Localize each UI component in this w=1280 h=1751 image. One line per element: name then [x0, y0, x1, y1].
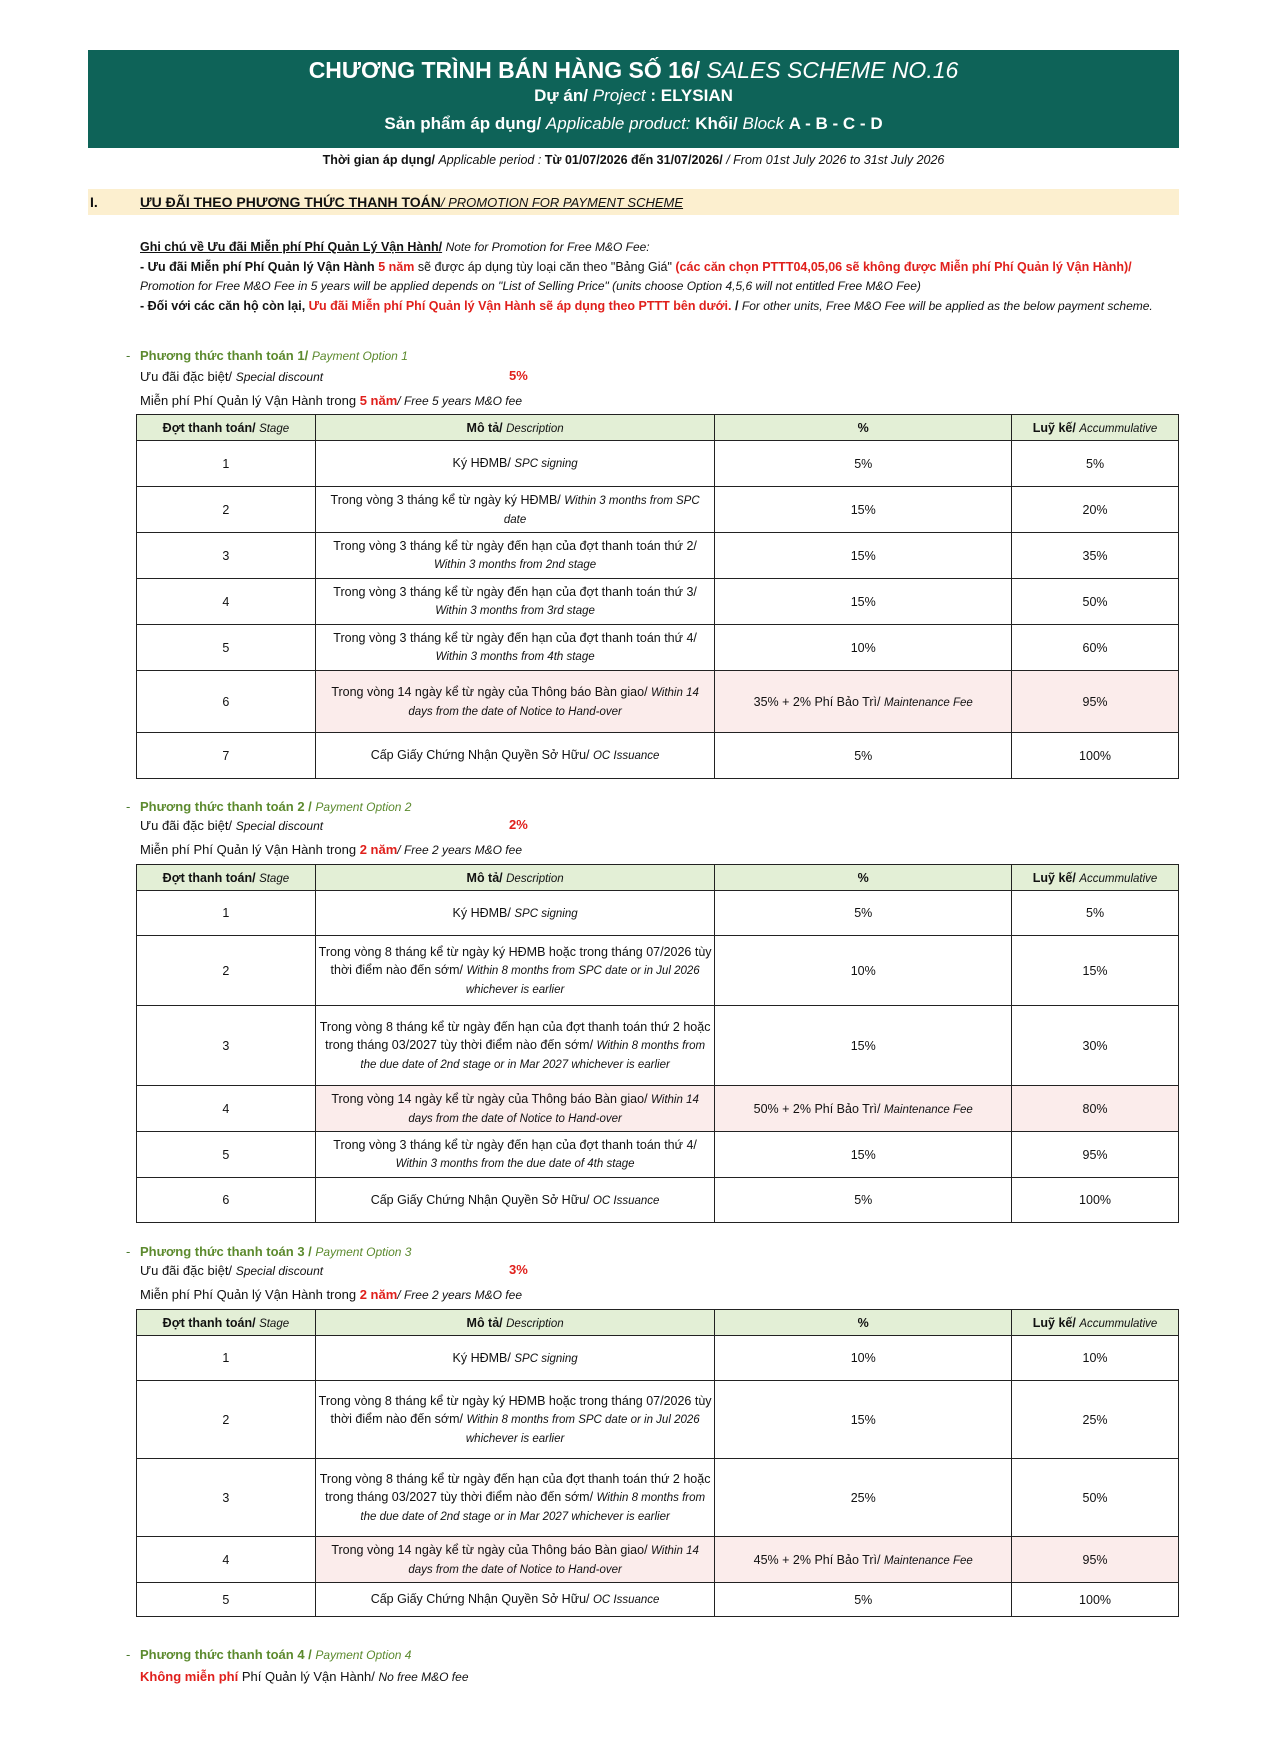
- col-acc-header: Luỹ kế/ Accummulative: [1012, 1310, 1179, 1336]
- special-discount-label: Ưu đãi đặc biệt/ Special discount: [140, 818, 324, 833]
- free-fee-line: Miễn phí Phí Quản lý Vận Hành trong 5 năm/ Free 5 years M&O fee: [140, 393, 522, 408]
- col-desc-header: Mô tả/ Description: [315, 415, 715, 441]
- table-row: 5 Trong vòng 3 tháng kể từ ngày đến hạn của đợt thanh toán thứ 4/ Within 3 months from 4th stage 10% 60%: [137, 625, 1179, 671]
- option-title: Phương thức thanh toán 4 / Payment Option 4: [140, 1647, 412, 1662]
- sales-scheme-page: CHƯƠNG TRÌNH BÁN HÀNG SỐ 16/ SALES SCHEME NO.16 Dự án/ Project : ELYSIAN Sản phẩm áp dụng/ Applicable product: Khối/ Block A - B - C - D Thời gian áp dụng/ Applicable period : Từ 01/07/2026 đến 31/07/2026/ / From 01st July 2026 to 31st July 2026 I. ƯU ĐÃI THEO PHƯƠNG THỨC THANH TOÁN/ PROMOTION FOR PAYMENT SCHEME Ghi chú về Ưu đãi Miễn phí Phí Quản Lý Vận Hành/ Note for Promotion for Free M&O Fee: - Ưu đãi Miễn phí Phí Quản lý Vận Hành 5 năm sẽ được áp dụng tùy loại căn theo "Bảng Giá" (các căn chọn PTTT04,05,06 sẽ không được Miễn phí Phí Quản lý Vận Hành)/ Promotion for Free M&O Fee in 5 years will be applied depends on "List of Selling Price" (units choose Option 4,5,6 will not entitled Free M&O Fee) - Đối với các căn hộ còn lại, Ưu đãi Miễn phí Phí Quản lý Vận Hành sẽ áp dụng theo PTTT bên dưới. / For other units, Free M&O Fee will be applied as the below payment scheme. - Phương thức thanh toán 1/ Payment Option 1 Ưu đãi đặc biệt/ Special discount 5% Miễn phí Phí Quản lý Vận Hành trong 5 năm/ Free 5 years M&O fee Đợt thanh toán/ Stage Mô tả/ Description % Luỹ kế/ Accummulative 1 Ký HĐMB/ SPC signing 5% 5% 2 Trong vòng 3 tháng kể từ ngày ký HĐMB/ Within 3 months from SPC date 15% 20% 3 Trong vòng 3 tháng kể từ ngày đến hạn của đợt thanh toán thứ 2/ Within 3 months from 2nd stage 15% 35% 4 Trong vòng 3 tháng kể từ ngày đến hạn của đợt thanh toán thứ 3/ Within 3 months from 3rd stage 15% 50% 5 Trong vòng 3 tháng kể từ ngày đến hạn của đợt thanh toán thứ 4/ Within 3 months from 4th stage 10% 60% 6 Trong vòng 14 ngày kể từ ngày của Thông báo Bàn giao/ Within 14 days from the date of Notice to Hand-over 35% + 2% Phí Bảo Trì/ Maintenance Fee 95% 7 Cấp Giấy Chứng Nhận Quyền Sở Hữu/ OC Issuance 5% 100% - Phương thức thanh toán 2 / Payment Option 2 Ưu đãi đặc biệt/ Special discount 2% Miễn phí Phí Quản lý Vận Hành trong 2 năm/ Free 2 years M&O fee Đợt thanh toán/ Stage Mô tả/ Description % Luỹ kế/ Accummulative 1 Ký HĐMB/ SPC signing 5% 5% 2 Trong vòng 8 tháng kể từ ngày ký HĐMB hoặc trong tháng 07/2026 tùy thời điểm nào đến sớm/ Within 8 months from SPC date or in Jul 2026 whichever is earlier 10% 15% 3 Trong vòng 8 tháng kể từ ngày đến hạn của đợt thanh toán thứ 2 hoặc trong tháng 03/2027 tùy thời điểm nào đến sớm/ Within 8 months from the due date of 2nd stage or in Mar 2027 whichever is earlier 15% 30% 4 Trong vòng 14 ngày kể từ ngày của Thông báo Bàn giao/ Within 14 days from the date of Notice to Hand-over 50% + 2% Phí Bảo Trì/ Maintenance Fee 80% 5 Trong vòng 3 tháng kể từ ngày đến hạn của đợt thanh toán thứ 4/ Within 3 months from the due date of 4th stage 15% 95% 6 Cấp Giấy Chứng Nhận Quyền Sở Hữu/ OC Issuance 5% 100% - Phương thức thanh toán 3 / Payment Option 3 Ưu đãi đặc biệt/ Special discount 3% Miễn phí Phí Quản lý Vận Hành trong 2 năm/ Free 2 years M&O fee Đợt thanh toán/ Stage Mô tả/ Description % Luỹ kế/ Accummulative 1 Ký HĐMB/ SPC signing 10% 10% 2 Trong vòng 8 tháng kể từ ngày ký HĐMB hoặc trong tháng 07/2026 tùy thời điểm nào đến sớm/ Within 8 months from SPC date or in Jul 2026 whichever is earlier 15% 25% 3 Trong vòng 8 tháng kể từ ngày đến hạn của đợt thanh toán thứ 2 hoặc trong tháng 03/2027 tùy thời điểm nào đến sớm/ Within 8 months from the due date of 2nd stage or in Mar 2027 whichever is earlier 25% 50% 4 Trong vòng 14 ngày kể từ ngày của Thông báo Bàn giao/ Within 14 days from the date of Notice to Hand-over 45% + 2% Phí Bảo Trì/ Maintenance Fee 95% 5 Cấp Giấy Chứng Nhận Quyền Sở Hữu/ OC Issuance 5% 100% - Phương thức thanh toán 4 / Payment Option 4 Không miễn phí Phí Quản lý Vận Hành/ No free M&O fee: [0, 0, 1280, 1751]
- special-discount-label: Ưu đãi đặc biệt/ Special discount: [140, 369, 324, 384]
- notes-heading: Ghi chú về Ưu đãi Miễn phí Phí Quản Lý Vận Hành/ Note for Promotion for Free M&O Fee:: [140, 240, 650, 254]
- no-free-fee-line: Không miễn phí Phí Quản lý Vận Hành/ No free M&O fee: [140, 1669, 469, 1684]
- col-stage-header: Đợt thanh toán/ Stage: [137, 865, 316, 891]
- payment-table-3: [136, 1309, 1179, 1617]
- table-row-handover: 6 Trong vòng 14 ngày kể từ ngày của Thông báo Bàn giao/ Within 14 days from the date of Notice to Hand-over 35% + 2% Phí Bảo Trì/ Maintenance Fee 95%: [137, 671, 1179, 733]
- col-acc-header: Luỹ kế/ Accummulative: [1012, 865, 1179, 891]
- table-row: 5 Trong vòng 3 tháng kể từ ngày đến hạn của đợt thanh toán thứ 4/ Within 3 months from the due date of 4th stage 15% 95%: [137, 1132, 1179, 1178]
- col-desc-header: Mô tả/ Description: [315, 865, 715, 891]
- table-row: 2 Trong vòng 8 tháng kể từ ngày ký HĐMB hoặc trong tháng 07/2026 tùy thời điểm nào đến sớm/ Within 8 months from SPC date or in Jul 2026 whichever is earlier 15% 25%: [137, 1381, 1179, 1459]
- col-pct-header: %: [715, 415, 1012, 441]
- notes-line-1: - Ưu đãi Miễn phí Phí Quản lý Vận Hành 5 năm sẽ được áp dụng tùy loại căn theo "Bảng Giá" (các căn chọn PTTT04,05,06 sẽ không được Miễn phí Phí Quản lý Vận Hành)/ Promotion for Free M&O Fee in 5 years will be applied depends on "List of Selling Price" (units choose Option 4,5,6 will not entitled Free M&O Fee): [140, 259, 1132, 293]
- option-title: Phương thức thanh toán 2 / Payment Option 2: [140, 799, 412, 814]
- col-acc-header: Luỹ kế/ Accummulative: [1012, 415, 1179, 441]
- notes-block: [140, 238, 1160, 316]
- table-row-handover: 4 Trong vòng 14 ngày kể từ ngày của Thông báo Bàn giao/ Within 14 days from the date of Notice to Hand-over 50% + 2% Phí Bảo Trì/ Maintenance Fee 80%: [137, 1086, 1179, 1132]
- table-row: 5 Cấp Giấy Chứng Nhận Quyền Sở Hữu/ OC Issuance 5% 100%: [137, 1583, 1179, 1617]
- col-pct-header: %: [715, 865, 1012, 891]
- table-row: 6 Cấp Giấy Chứng Nhận Quyền Sở Hữu/ OC Issuance 5% 100%: [137, 1178, 1179, 1223]
- project-line: Dự án/ Project : ELYSIAN: [534, 86, 733, 105]
- section-number: I.: [90, 194, 98, 210]
- special-discount-value: 3%: [509, 1262, 528, 1277]
- table-header-row: [137, 415, 1179, 441]
- table-row: 1 Ký HĐMB/ SPC signing 5% 5%: [137, 891, 1179, 936]
- table-row: 4 Trong vòng 3 tháng kể từ ngày đến hạn của đợt thanh toán thứ 3/ Within 3 months from 3rd stage 15% 50%: [137, 579, 1179, 625]
- special-discount-value: 5%: [509, 368, 528, 383]
- option-title: Phương thức thanh toán 1/ Payment Option 1: [140, 348, 408, 363]
- table-header-row: [137, 865, 1179, 891]
- section-heading: [88, 189, 1179, 215]
- payment-table-2: [136, 864, 1179, 1223]
- section-title: ƯU ĐÃI THEO PHƯƠNG THỨC THANH TOÁN/ PROMOTION FOR PAYMENT SCHEME: [140, 194, 684, 210]
- notes-line-2: - Đối với các căn hộ còn lại, Ưu đãi Miễn phí Phí Quản lý Vận Hành sẽ áp dụng theo PTTT bên dưới. / For other units, Free M&O Fee will be applied as the below payment scheme.: [140, 298, 1153, 313]
- free-fee-line: Miễn phí Phí Quản lý Vận Hành trong 2 năm/ Free 2 years M&O fee: [140, 842, 522, 857]
- option-title: Phương thức thanh toán 3 / Payment Option 3: [140, 1244, 412, 1259]
- col-pct-header: %: [715, 1310, 1012, 1336]
- special-discount-label: Ưu đãi đặc biệt/ Special discount: [140, 1263, 324, 1278]
- table-row: 1 Ký HĐMB/ SPC signing 10% 10%: [137, 1336, 1179, 1381]
- product-line: Sản phẩm áp dụng/ Applicable product: Khối/ Block A - B - C - D: [384, 114, 883, 133]
- table-row: 3 Trong vòng 8 tháng kể từ ngày đến hạn của đợt thanh toán thứ 2 hoặc trong tháng 03/2027 tùy thời điểm nào đến sớm/ Within 8 months from the due date of 2nd stage or in Mar 2027 whichever is earlier 25% 50%: [137, 1459, 1179, 1537]
- col-desc-header: Mô tả/ Description: [315, 1310, 715, 1336]
- table-row: 3 Trong vòng 8 tháng kể từ ngày đến hạn của đợt thanh toán thứ 2 hoặc trong tháng 03/2027 tùy thời điểm nào đến sớm/ Within 8 months from the due date of 2nd stage or in Mar 2027 whichever is earlier 15% 30%: [137, 1006, 1179, 1086]
- table-row: 3 Trong vòng 3 tháng kể từ ngày đến hạn của đợt thanh toán thứ 2/ Within 3 months from 2nd stage 15% 35%: [137, 533, 1179, 579]
- free-fee-line: Miễn phí Phí Quản lý Vận Hành trong 2 năm/ Free 2 years M&O fee: [140, 1287, 522, 1302]
- payment-table-1: [136, 414, 1179, 779]
- page-title: CHƯƠNG TRÌNH BÁN HÀNG SỐ 16/ SALES SCHEME NO.16: [308, 57, 959, 83]
- table-row: 7 Cấp Giấy Chứng Nhận Quyền Sở Hữu/ OC Issuance 5% 100%: [137, 733, 1179, 779]
- header-banner: [88, 50, 1179, 148]
- table-row: 2 Trong vòng 8 tháng kể từ ngày ký HĐMB hoặc trong tháng 07/2026 tùy thời điểm nào đến sớm/ Within 8 months from SPC date or in Jul 2026 whichever is earlier 10% 15%: [137, 936, 1179, 1006]
- table-row: 1 Ký HĐMB/ SPC signing 5% 5%: [137, 441, 1179, 487]
- table-header-row: [137, 1310, 1179, 1336]
- col-stage-header: Đợt thanh toán/ Stage: [137, 1310, 316, 1336]
- special-discount-value: 2%: [509, 817, 528, 832]
- table-row: 2 Trong vòng 3 tháng kể từ ngày ký HĐMB/ Within 3 months from SPC date 15% 20%: [137, 487, 1179, 533]
- applicable-period: Thời gian áp dụng/ Applicable period : Từ 01/07/2026 đến 31/07/2026/ / From 01st July 2026 to 31st July 2026: [322, 153, 945, 167]
- page-title-en: SALES SCHEME NO.16: [706, 57, 959, 83]
- table-row-handover: 4 Trong vòng 14 ngày kể từ ngày của Thông báo Bàn giao/ Within 14 days from the date of Notice to Hand-over 45% + 2% Phí Bảo Trì/ Maintenance Fee 95%: [137, 1537, 1179, 1583]
- col-stage-header: Đợt thanh toán/ Stage: [137, 415, 316, 441]
